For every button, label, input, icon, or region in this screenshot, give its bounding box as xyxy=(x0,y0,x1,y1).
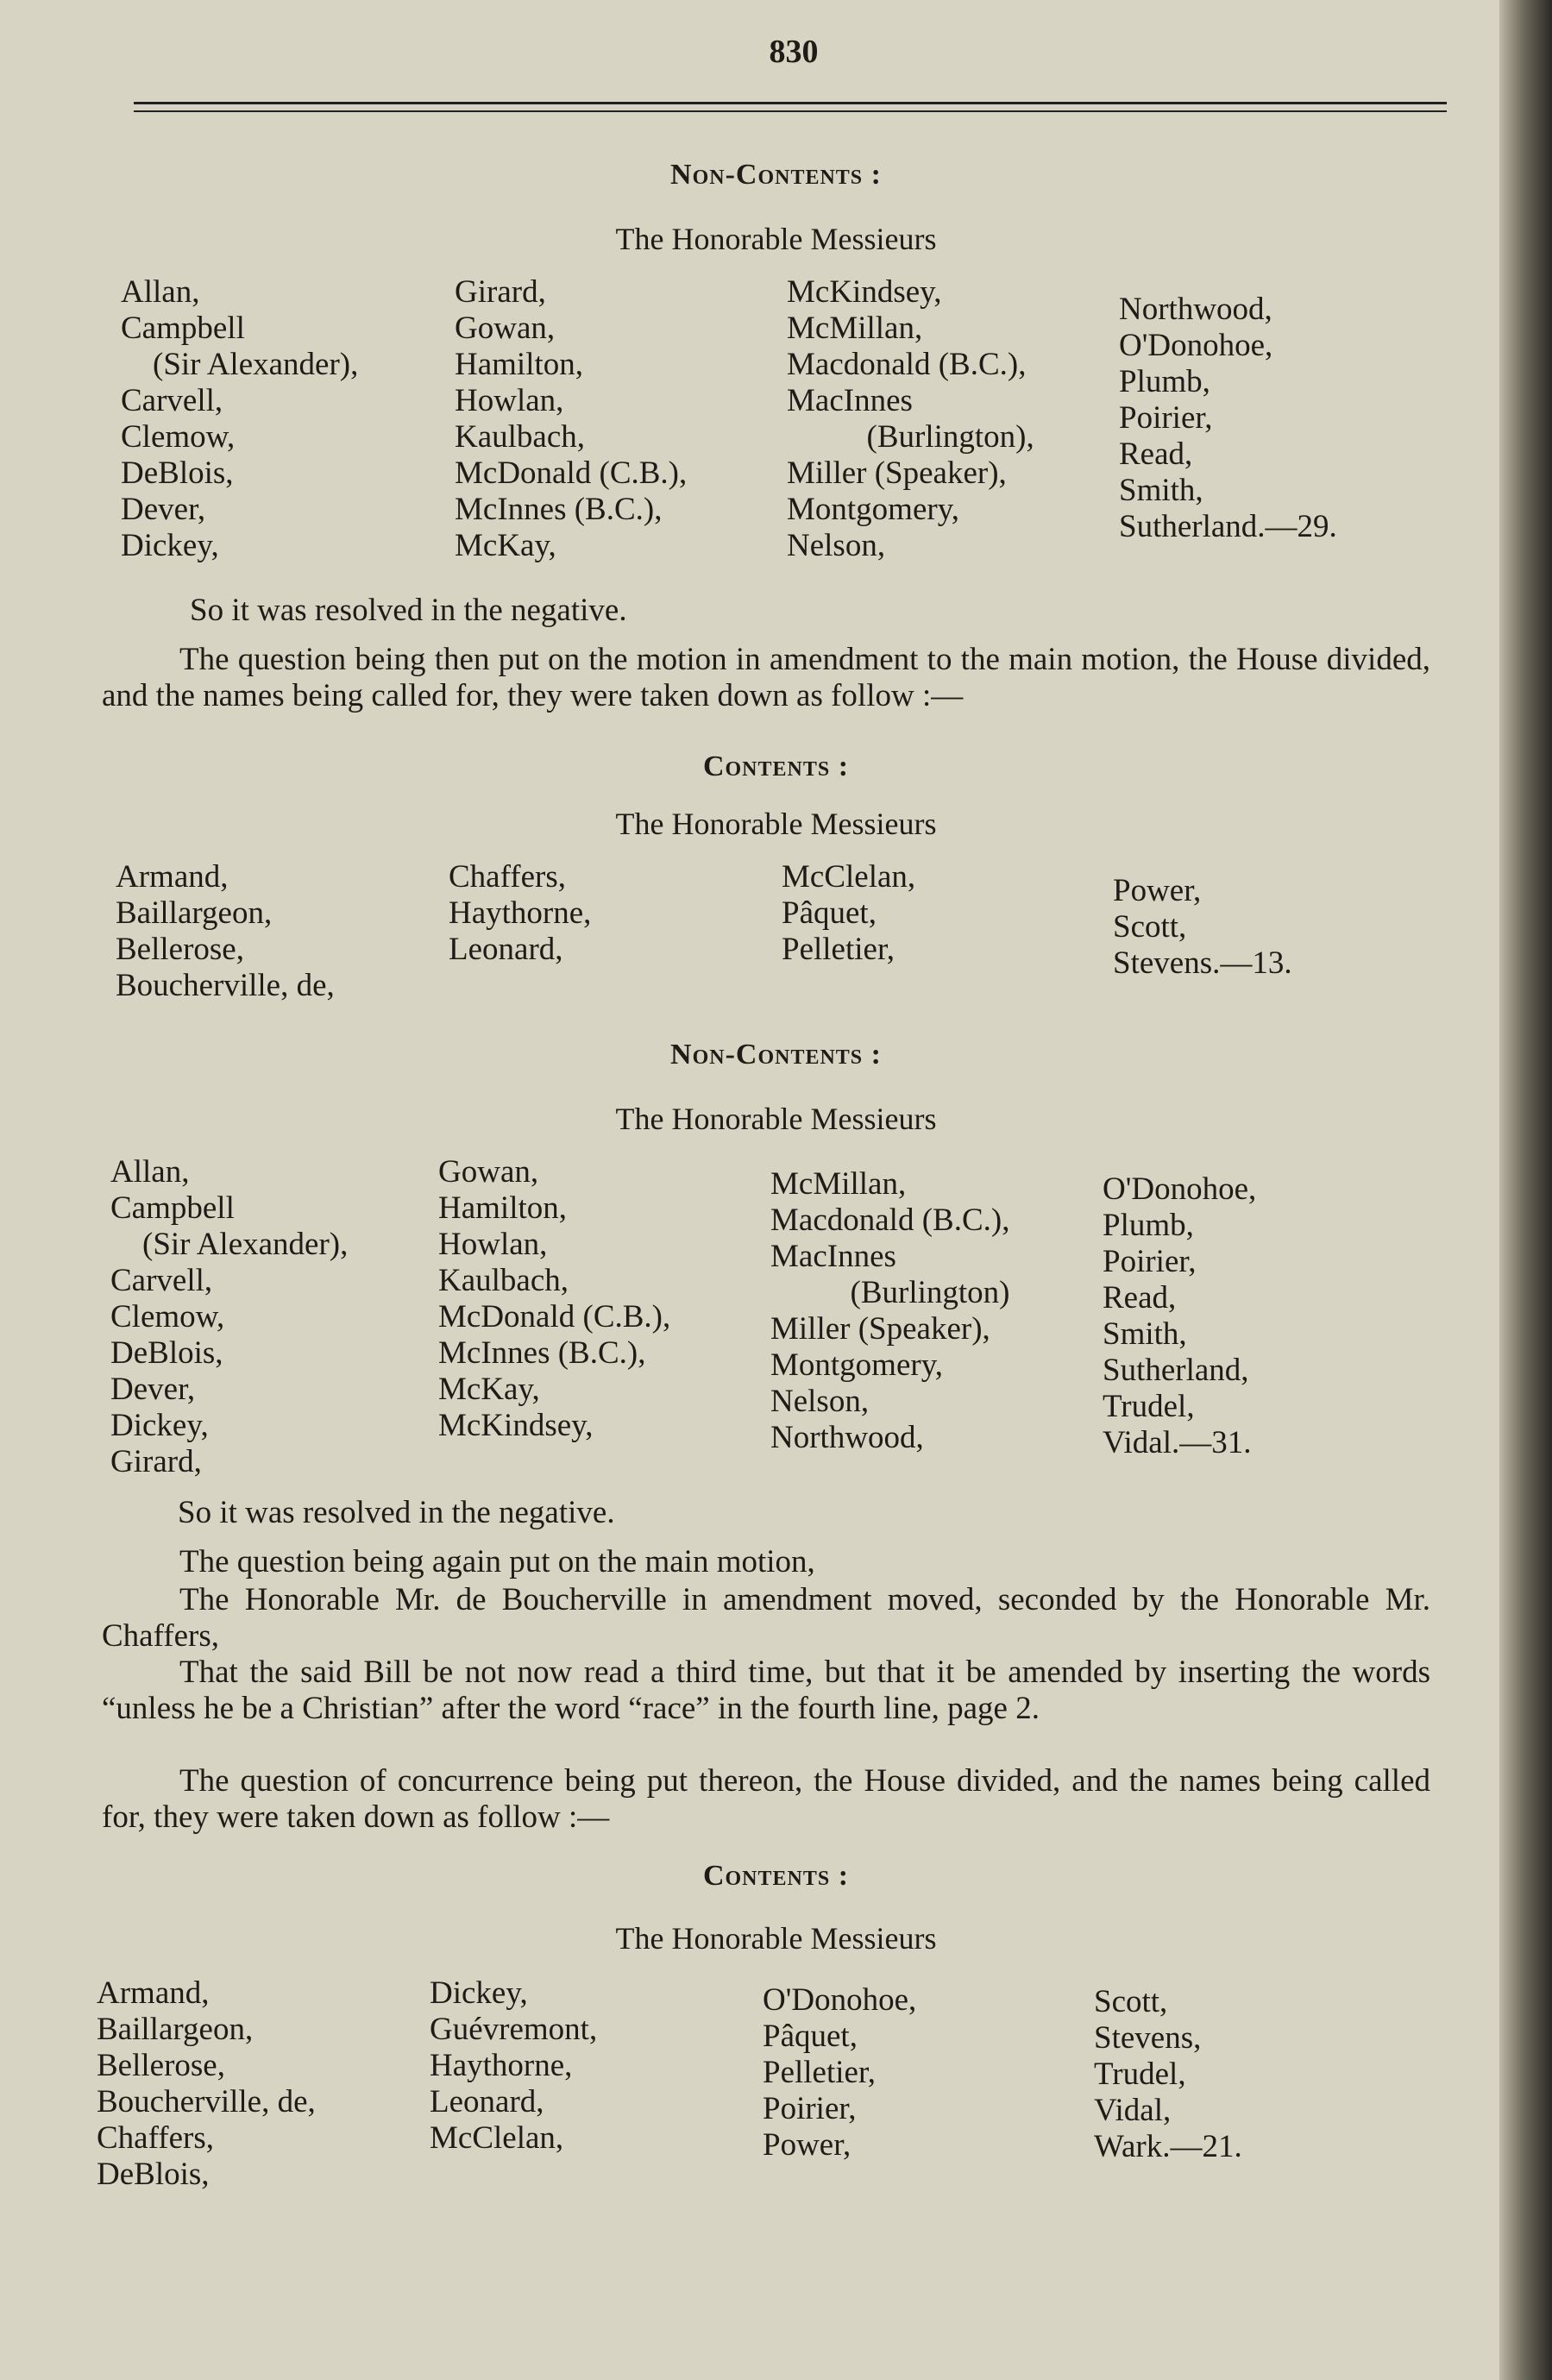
member-name: Plumb, xyxy=(1119,364,1210,399)
member-name: Hamilton, xyxy=(455,347,584,382)
member-name: Dever, xyxy=(110,1372,196,1407)
member-name: Pelletier, xyxy=(782,932,895,967)
member-name: Baillargeon, xyxy=(116,895,273,931)
section1-heading: Non-Contents : xyxy=(670,159,882,191)
member-name: Plumb, xyxy=(1103,1208,1194,1243)
member-name: Pâquet, xyxy=(782,895,877,931)
member-name: Campbell xyxy=(110,1190,235,1226)
member-name: Pâquet, xyxy=(763,2019,858,2054)
member-name: McDonald (C.B.), xyxy=(455,455,688,491)
member-name: Stevens, xyxy=(1094,2020,1202,2056)
member-name: Armand, xyxy=(97,1975,210,2011)
section4-col4 xyxy=(1094,1984,1242,2165)
section1-col3 xyxy=(787,274,1034,564)
member-name: Chaffers, xyxy=(97,2120,214,2156)
section3-heading: Non-Contents : xyxy=(670,1039,882,1071)
section3-col4 xyxy=(1103,1171,1256,1461)
section1-col2 xyxy=(455,274,687,564)
section2-col1 xyxy=(116,859,335,1004)
member-name: Miller (Speaker), xyxy=(787,455,1007,491)
section2-heading: Contents : xyxy=(702,750,850,782)
member-name: Dickey, xyxy=(430,1975,528,2011)
member-name: Sutherland, xyxy=(1103,1353,1249,1388)
header-rule-double xyxy=(134,110,1447,112)
member-name: Vidal, xyxy=(1094,2093,1172,2128)
member-name: Vidal.—31. xyxy=(1103,1425,1252,1460)
member-name: (Sir Alexander), xyxy=(110,1227,349,1262)
member-name: Sutherland.—29. xyxy=(1119,509,1337,544)
member-name: Campbell xyxy=(121,311,245,346)
member-name: Stevens.—13. xyxy=(1113,945,1292,981)
paragraph-amendment-vote: The question being then put on the motion in amendment to the main motion, the House divided, and the names being called for, they were taken down as follow :— xyxy=(102,642,1430,713)
section1-subheading: The Honorable Messieurs xyxy=(615,222,937,256)
member-name: Kaulbach, xyxy=(455,419,586,455)
header-rule xyxy=(134,102,1447,104)
member-name: Macdonald (B.C.), xyxy=(770,1203,1010,1238)
member-name: Poirier, xyxy=(1103,1244,1197,1279)
member-name: Power, xyxy=(763,2127,851,2163)
member-name: Armand, xyxy=(116,859,229,895)
member-name: DeBlois, xyxy=(121,455,234,491)
paragraph-main-motion: The question being again put on the main motion, xyxy=(179,1544,815,1579)
section4-col2 xyxy=(430,1975,597,2157)
member-name: (Burlington), xyxy=(787,419,1034,455)
paragraph-amendment-moved: The Honorable Mr. de Boucherville in amendment moved, seconded by the Honorable Mr. Chaffers, xyxy=(102,1582,1430,1654)
member-name: Allan, xyxy=(121,274,200,310)
member-name: Nelson, xyxy=(770,1384,870,1419)
member-name: (Burlington) xyxy=(770,1275,1010,1310)
member-name: Baillargeon, xyxy=(97,2012,254,2047)
member-name: Hamilton, xyxy=(438,1190,568,1226)
member-name: O'Donohoe, xyxy=(763,1982,917,2018)
member-name: McDonald (C.B.), xyxy=(438,1299,671,1334)
member-name: Haythorne, xyxy=(430,2048,573,2083)
member-name: McMillan, xyxy=(770,1166,907,1202)
member-name: Allan, xyxy=(110,1154,190,1190)
section3-subheading: The Honorable Messieurs xyxy=(615,1102,937,1136)
member-name: Northwood, xyxy=(1119,292,1272,327)
member-name: Read, xyxy=(1119,436,1193,472)
member-name: Girard, xyxy=(110,1444,202,1479)
section3-result: So it was resolved in the negative. xyxy=(178,1495,615,1530)
member-name: McClelan, xyxy=(782,859,916,895)
member-name: McKay, xyxy=(455,528,556,563)
member-name: Leonard, xyxy=(449,932,563,967)
page-number: 830 xyxy=(769,34,819,70)
section4-subheading: The Honorable Messieurs xyxy=(615,1921,937,1956)
member-name: Gowan, xyxy=(438,1154,539,1190)
member-name: Bellerose, xyxy=(97,2048,225,2083)
member-name: Smith, xyxy=(1103,1316,1187,1352)
member-name: McInnes (B.C.), xyxy=(438,1335,646,1371)
member-name: Haythorne, xyxy=(449,895,592,931)
member-name: Poirier, xyxy=(763,2091,857,2126)
section3-col2 xyxy=(438,1154,670,1444)
member-name: Scott, xyxy=(1113,909,1187,945)
section2-col3 xyxy=(782,859,915,968)
member-name: Northwood, xyxy=(770,1420,924,1455)
member-name: Poirier, xyxy=(1119,400,1213,436)
member-name: Girard, xyxy=(455,274,546,310)
member-name: Howlan, xyxy=(438,1227,548,1262)
section4-heading: Contents : xyxy=(702,1860,850,1892)
member-name: Dever, xyxy=(121,492,206,527)
member-name: McKay, xyxy=(438,1372,540,1407)
member-name: Montgomery, xyxy=(770,1347,944,1383)
member-name: Guévremont, xyxy=(430,2012,598,2047)
section1-col4 xyxy=(1119,292,1337,545)
paragraph-amendment-text: That the said Bill be not now read a third time, but that it be amended by inserting the words “unless he be a Christian” after the word “race” in the fourth line, page 2. xyxy=(102,1655,1430,1726)
member-name: McInnes (B.C.), xyxy=(455,492,663,527)
member-name: DeBlois, xyxy=(110,1335,223,1371)
member-name: Howlan, xyxy=(455,383,564,418)
book-spine-edge xyxy=(1499,0,1552,2380)
member-name: Pelletier, xyxy=(763,2055,877,2090)
member-name: O'Donohoe, xyxy=(1103,1171,1257,1207)
member-name: Clemow, xyxy=(121,419,236,455)
member-name: (Sir Alexander), xyxy=(121,347,359,382)
member-name: Macdonald (B.C.), xyxy=(787,347,1027,382)
member-name: Montgomery, xyxy=(787,492,960,527)
member-name: Power, xyxy=(1113,873,1202,908)
member-name: Miller (Speaker), xyxy=(770,1311,990,1347)
member-name: Read, xyxy=(1103,1280,1177,1316)
member-name: McKindsey, xyxy=(787,274,942,310)
member-name: Kaulbach, xyxy=(438,1263,569,1298)
member-name: O'Donohoe, xyxy=(1119,328,1273,363)
member-name: McClelan, xyxy=(430,2120,564,2156)
member-name: Smith, xyxy=(1119,473,1203,508)
section1-result: So it was resolved in the negative. xyxy=(190,593,627,628)
member-name: Trudel, xyxy=(1103,1389,1195,1424)
member-name: Carvell, xyxy=(121,383,223,418)
member-name: DeBlois, xyxy=(97,2157,210,2192)
member-name: McKindsey, xyxy=(438,1408,594,1443)
section1-col1 xyxy=(121,274,358,564)
member-name: Trudel, xyxy=(1094,2057,1186,2092)
section2-subheading: The Honorable Messieurs xyxy=(615,807,937,841)
member-name: McMillan, xyxy=(787,311,923,346)
section4-col1 xyxy=(97,1975,316,2193)
section3-col3 xyxy=(770,1166,1009,1456)
member-name: Bellerose, xyxy=(116,932,244,967)
member-name: Leonard, xyxy=(430,2084,544,2119)
member-name: Boucherville, de, xyxy=(116,968,335,1003)
section2-col4 xyxy=(1113,873,1292,982)
member-name: MacInnes xyxy=(770,1239,896,1274)
member-name: Boucherville, de, xyxy=(97,2084,316,2119)
member-name: Chaffers, xyxy=(449,859,566,895)
member-name: Dickey, xyxy=(110,1408,209,1443)
member-name: Carvell, xyxy=(110,1263,213,1298)
section2-col2 xyxy=(449,859,591,968)
section3-col1 xyxy=(110,1154,348,1480)
member-name: Scott, xyxy=(1094,1984,1168,2019)
paragraph-concurrence: The question of concurrence being put thereon, the House divided, and the names being called for, they were taken down as follow :— xyxy=(102,1763,1430,1835)
member-name: Clemow, xyxy=(110,1299,225,1334)
member-name: Nelson, xyxy=(787,528,886,563)
section4-col3 xyxy=(763,1982,916,2163)
member-name: Gowan, xyxy=(455,311,556,346)
member-name: MacInnes xyxy=(787,383,913,418)
member-name: Dickey, xyxy=(121,528,219,563)
member-name: Wark.—21. xyxy=(1094,2129,1242,2164)
